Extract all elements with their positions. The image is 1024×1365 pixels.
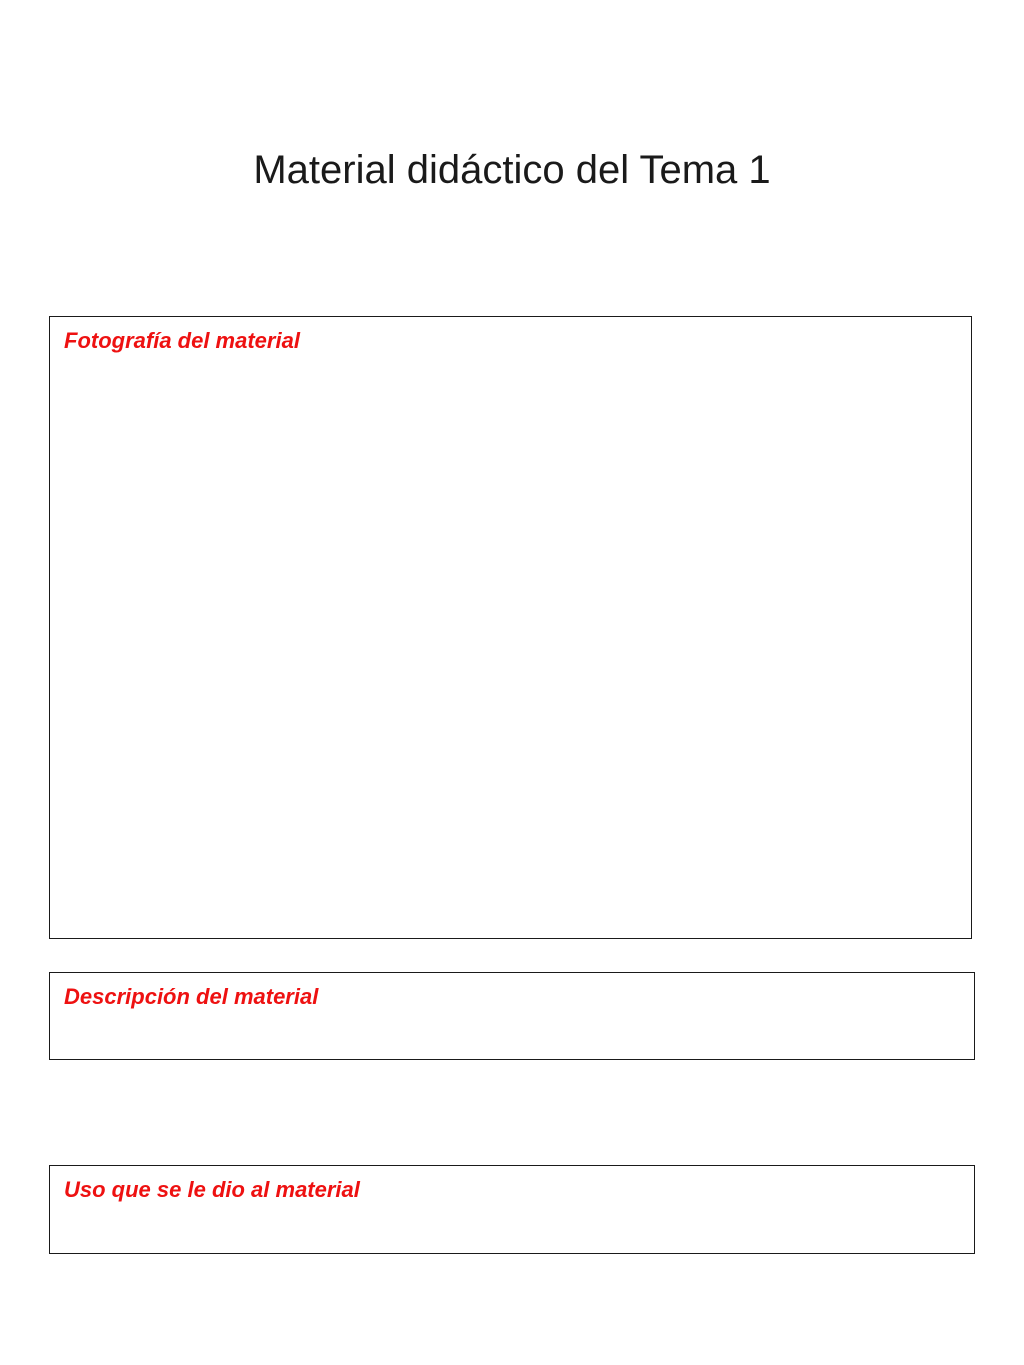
page-title: Material didáctico del Tema 1 [253, 148, 771, 192]
photo-box[interactable] [49, 316, 972, 939]
usage-label: Uso que se le dio al material [64, 1177, 360, 1202]
description-label: Descripción del material [64, 984, 319, 1009]
usage-box[interactable] [49, 1165, 975, 1254]
photo-label: Fotografía del material [64, 328, 300, 353]
description-box[interactable] [49, 972, 975, 1060]
